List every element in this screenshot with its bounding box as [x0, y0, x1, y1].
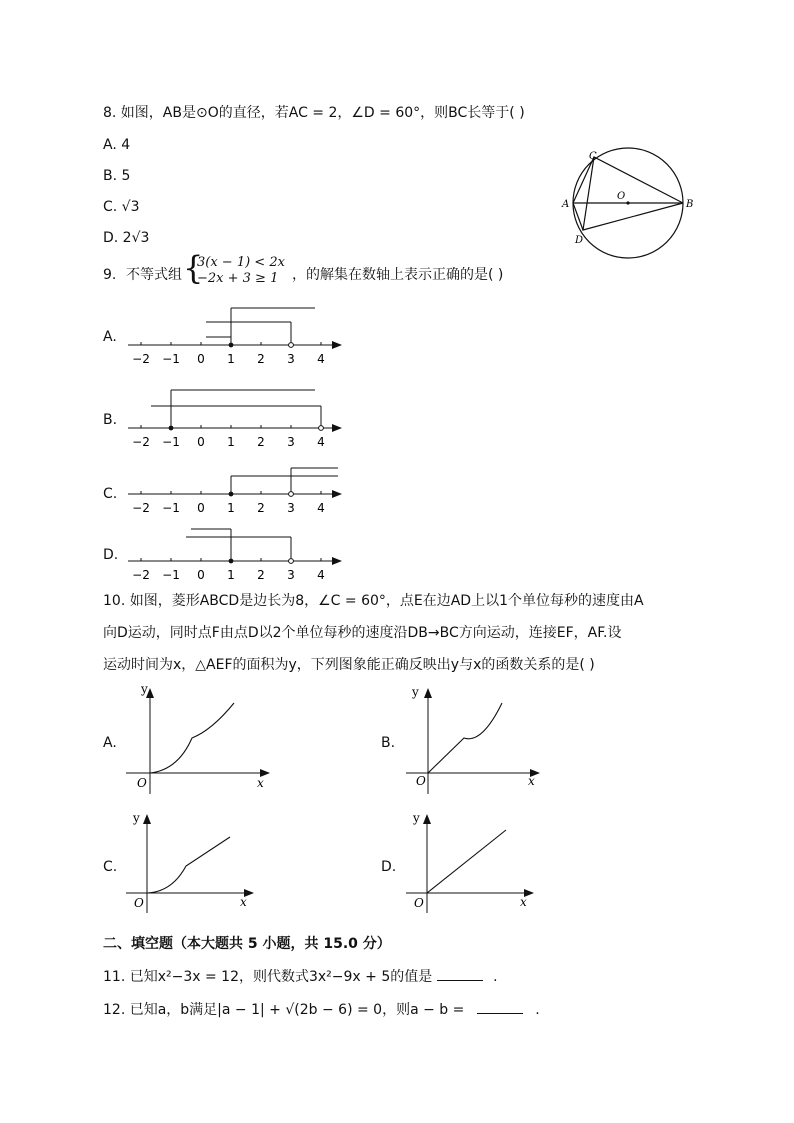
number-line-c	[120, 449, 360, 519]
axis-x-label: x	[240, 895, 247, 909]
origin-label: O	[137, 776, 147, 790]
number-line-b	[120, 383, 360, 453]
tick-label: 2	[257, 352, 265, 366]
q9-option-b-letter: B.	[103, 412, 118, 428]
q9-option-c-letter: C.	[103, 486, 118, 502]
graph-c	[120, 808, 280, 918]
label-b: B	[686, 199, 694, 210]
origin-label: O	[134, 896, 144, 910]
tick-label: −2	[132, 435, 150, 449]
axis-arrow	[332, 341, 342, 349]
q9-number: 9.	[103, 267, 117, 283]
axis-x-label: x	[520, 895, 527, 909]
axis-x-label: x	[528, 774, 535, 788]
tick-label: 2	[257, 568, 265, 582]
tick-label: −1	[162, 501, 180, 515]
q11-stem: 11. 已知x²−3x = 12，则代数式3x²−9x + 5的值是	[103, 969, 433, 985]
q9-option-d-letter: D.	[103, 547, 119, 563]
label-c: C	[589, 151, 597, 162]
origin-label: O	[414, 896, 424, 910]
tick-label: 0	[197, 568, 205, 582]
tick-label: 3	[287, 568, 295, 582]
tick-label: 3	[287, 501, 295, 515]
q12-text	[103, 999, 540, 1019]
tick-label: −1	[162, 352, 180, 366]
tick-label: 1	[227, 568, 235, 582]
graph-a	[120, 684, 280, 804]
q8-option-a: A. 4	[103, 137, 131, 153]
tick-label: 0	[197, 501, 205, 515]
q12-answer-blank[interactable]	[477, 999, 523, 1014]
inequality-2: −2x + 3 ≥ 1	[197, 271, 279, 286]
tick-label: 3	[287, 352, 295, 366]
q11-answer-blank[interactable]	[437, 966, 483, 981]
tick-label: 4	[317, 568, 325, 582]
label-o: O	[617, 191, 626, 202]
q10-line-3: 运动时间为x，△AEF的面积为y，下列图象能正确反映出y与x的函数关系的是( )	[103, 657, 595, 673]
tick-label: −1	[162, 435, 180, 449]
tick-label: −2	[132, 501, 150, 515]
graph-b	[400, 684, 560, 804]
tick-label: −2	[132, 568, 150, 582]
section-title: 二、填空题（本大题共 5 小题，共 15.0 分）	[103, 936, 391, 952]
axis-y-label: y	[133, 811, 140, 825]
tick-label: −1	[162, 568, 180, 582]
tick-label: −2	[132, 352, 150, 366]
q10-option-b-letter: B.	[381, 735, 396, 751]
q8-option-c: C. √3	[103, 199, 140, 215]
q10-line-2: 向D运动，同时点F由点D以2个单位每秒的速度沿DB→BC方向运动，连接EF，AF.设	[103, 625, 622, 641]
q9-post: ，的解集在数轴上表示正确的是( )	[292, 267, 504, 283]
tick-label: 4	[317, 435, 325, 449]
q11-text	[103, 966, 498, 986]
system-brace: {	[183, 249, 204, 287]
tick-label: 2	[257, 501, 265, 515]
tick-label: 0	[197, 435, 205, 449]
axis-arrow	[332, 424, 342, 432]
q9-option-a-letter: A.	[103, 329, 117, 345]
q9-pre: 不等式组	[126, 267, 182, 283]
tick-label: 0	[197, 352, 205, 366]
graph-d	[400, 808, 560, 918]
axis-x-label: x	[257, 776, 264, 790]
q12-stem: 12. 已知a，b满足|a − 1| + √(2b − 6) = 0，则a − b =	[103, 1002, 465, 1018]
tick-label: 1	[227, 501, 235, 515]
q10-option-d-letter: D.	[381, 859, 397, 875]
q10-line-1: 10. 如图，菱形ABCD是边长为8，∠C = 60°，点E在边AD上以1个单位每秒的速度由A	[103, 593, 644, 609]
number-line-d	[120, 516, 360, 586]
label-a: A	[562, 199, 570, 210]
tick-label: 3	[287, 435, 295, 449]
axis-y-label: y	[141, 682, 148, 696]
tick-label: 2	[257, 435, 265, 449]
axis-arrow	[332, 490, 342, 498]
q8-circle-figure	[558, 145, 708, 265]
number-line-a	[120, 300, 360, 370]
label-d: D	[575, 235, 584, 246]
q10-option-a-letter: A.	[103, 735, 117, 751]
tick-label: 1	[227, 435, 235, 449]
axis-arrow	[332, 557, 342, 565]
q8-option-d: D. 2√3	[103, 230, 150, 246]
axis-y-label: y	[413, 811, 420, 825]
axis-y-label: y	[412, 685, 419, 699]
q10-option-c-letter: C.	[103, 859, 118, 875]
origin-label: O	[416, 774, 426, 788]
tick-label: 4	[317, 501, 325, 515]
q8-option-b: B. 5	[103, 168, 131, 184]
q8-stem: 8. 如图，AB是⊙O的直径，若AC = 2，∠D = 60°，则BC长等于( )	[103, 105, 525, 121]
inequality-1: 3(x − 1) < 2x	[197, 255, 285, 270]
tick-label: 1	[227, 352, 235, 366]
q12-end: .	[535, 1002, 540, 1018]
tick-label: 4	[317, 352, 325, 366]
q11-end: .	[493, 969, 498, 985]
